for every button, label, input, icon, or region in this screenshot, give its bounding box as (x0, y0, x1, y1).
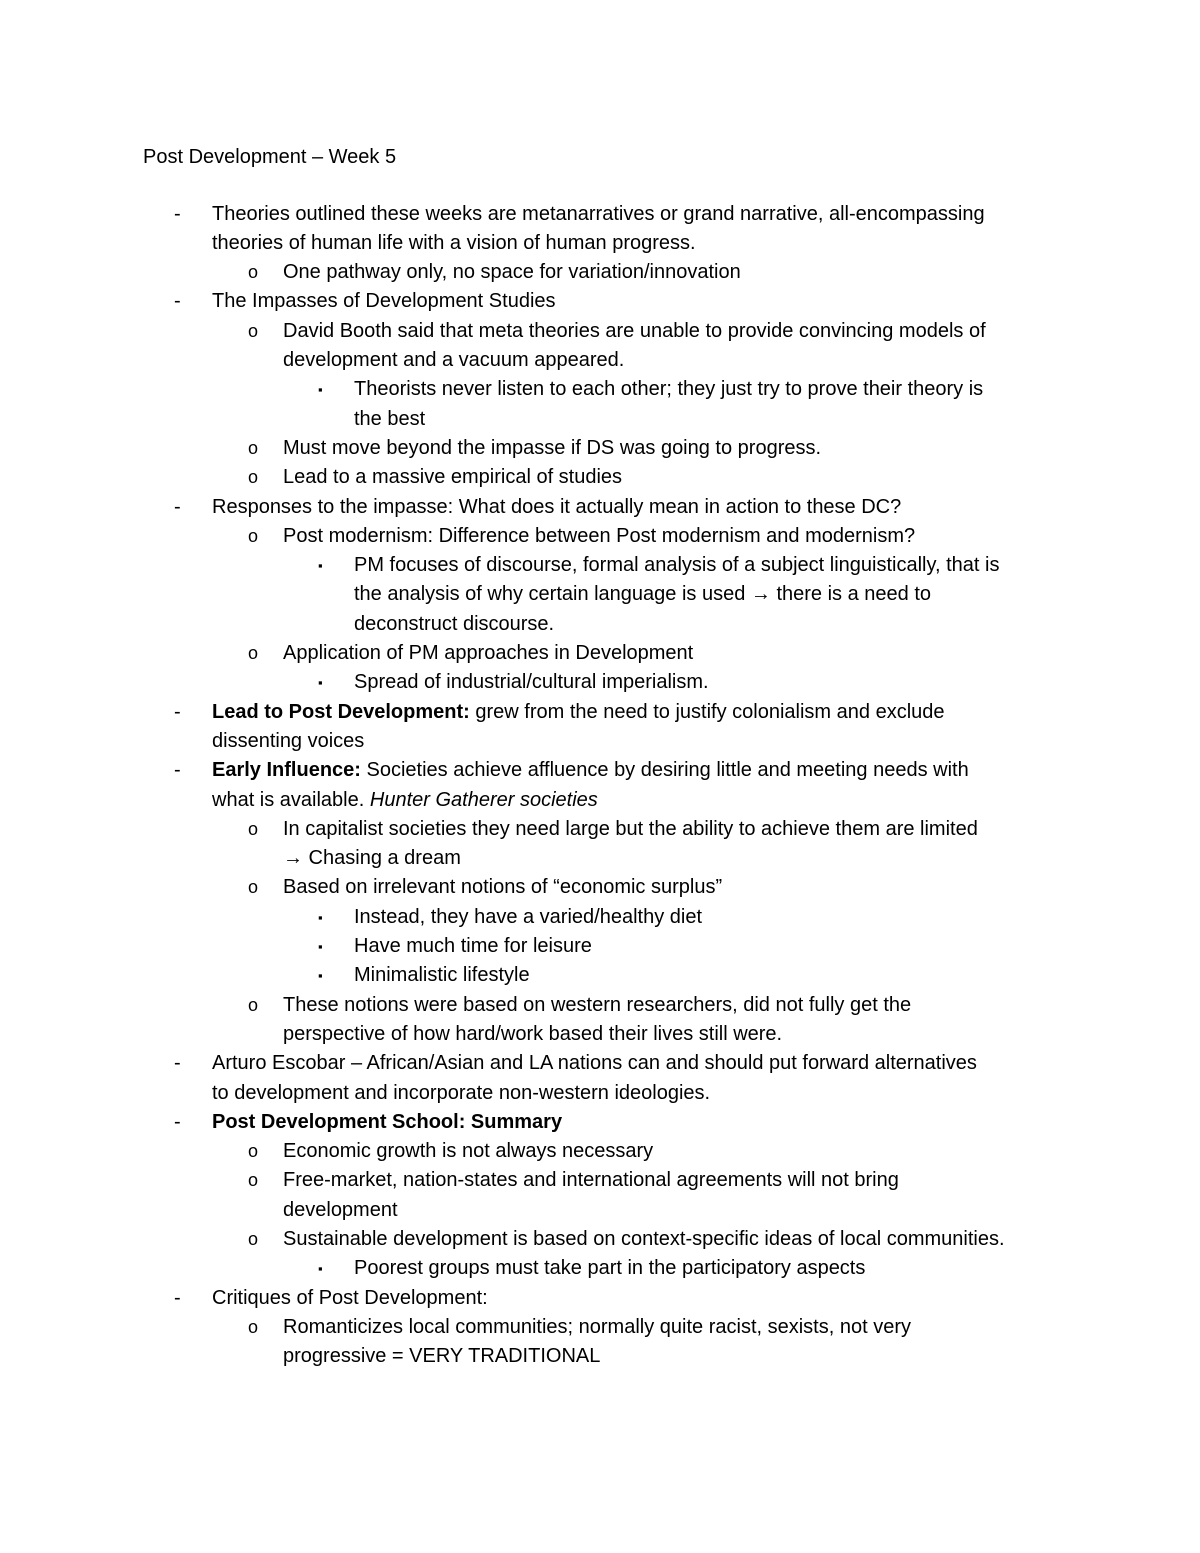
line-text (354, 610, 554, 639)
line-text (283, 258, 741, 287)
outline-line (0, 1196, 1200, 1225)
plain-text: Must move beyond the impasse if DS was going to progress. (283, 436, 822, 459)
bullet-marker: ▪ (318, 1261, 323, 1277)
bullet-marker: o (248, 1316, 259, 1337)
outline-line (0, 961, 1200, 990)
line-text (354, 551, 999, 580)
plain-text: what is available. (212, 788, 370, 811)
line-text (283, 815, 978, 844)
line-text (212, 756, 969, 785)
plain-text: to development and incorporate non-western ideologies. (212, 1081, 711, 1104)
line-text (283, 991, 911, 1020)
plain-text: Critiques of Post Development: (212, 1286, 488, 1309)
outline-line (0, 610, 1200, 639)
outline-list (0, 200, 1200, 1372)
plain-text: Arturo Escobar – African/Asian and LA nations can and should put forward alternatives (212, 1052, 977, 1075)
line-text (212, 1079, 710, 1108)
outline-line (0, 287, 1200, 316)
bullet-marker: o (248, 467, 259, 488)
bullet-marker: - (174, 1052, 181, 1075)
line-text (354, 932, 592, 961)
bullet-marker: o (248, 1141, 259, 1162)
plain-text: theories of human life with a vision of human progress. (212, 231, 696, 254)
outline-line (0, 639, 1200, 668)
bullet-marker: o (248, 877, 259, 898)
outline-line (0, 405, 1200, 434)
outline-line (0, 522, 1200, 551)
outline-line (0, 434, 1200, 463)
line-text (283, 317, 986, 346)
plain-text: Responses to the impasse: What does it actually mean in action to these DC? (212, 495, 902, 518)
bullet-marker: - (174, 759, 181, 782)
outline-line (0, 1020, 1200, 1049)
bullet-marker: ▪ (318, 939, 323, 955)
line-text (212, 786, 598, 815)
outline-line (0, 991, 1200, 1020)
plain-text: progressive = VERY TRADITIONAL (283, 1345, 601, 1368)
outline-line (0, 815, 1200, 844)
bullet-marker: ▪ (318, 675, 323, 691)
plain-text: perspective of how hard/work based their lives still were. (283, 1022, 783, 1045)
line-text (283, 463, 622, 492)
line-text (283, 1196, 398, 1225)
bold-lead-text: Early Influence: (212, 759, 361, 782)
line-text (354, 1254, 865, 1283)
line-text (354, 375, 983, 404)
outline-line (0, 1342, 1200, 1371)
outline-line (0, 200, 1200, 229)
plain-text: the analysis of why certain language is used → there is a need to (354, 583, 932, 606)
outline-line (0, 580, 1200, 609)
outline-line (0, 346, 1200, 375)
line-text (354, 668, 709, 697)
bullet-marker: - (174, 700, 181, 723)
outline-line (0, 903, 1200, 932)
outline-line (0, 1079, 1200, 1108)
outline-line (0, 1225, 1200, 1254)
line-text (283, 1342, 600, 1371)
plain-text: Spread of industrial/cultural imperialism. (354, 671, 709, 694)
line-text (283, 873, 722, 902)
plain-text: Lead to a massive empirical of studies (283, 466, 623, 489)
line-text (283, 639, 693, 668)
line-text (283, 1137, 653, 1166)
outline-line (0, 375, 1200, 404)
outline-line (0, 1137, 1200, 1166)
bullet-marker: ▪ (318, 909, 323, 925)
outline-line (0, 727, 1200, 756)
line-text (212, 493, 901, 522)
outline-line (0, 1166, 1200, 1195)
plain-text: PM focuses of discourse, formal analysis of a subject linguistically, that is (354, 554, 1000, 577)
line-text (283, 434, 821, 463)
line-text (212, 287, 556, 316)
plain-text: development (283, 1198, 398, 1221)
plain-text: Sustainable development is based on context-specific ideas of local communities. (283, 1227, 1005, 1250)
plain-text: Romanticizes local communities; normally quite racist, sexists, not very (283, 1315, 911, 1338)
plain-text: Poorest groups must take part in the participatory aspects (354, 1257, 866, 1280)
outline-line (0, 229, 1200, 258)
plain-text: Societies achieve affluence by desiring little and meeting needs with (360, 759, 969, 782)
outline-line (0, 317, 1200, 346)
plain-text: grew from the need to justify colonialism and exclude (469, 700, 945, 723)
bullet-marker: o (248, 437, 259, 458)
outline-line (0, 551, 1200, 580)
bullet-marker: o (248, 643, 259, 664)
bullet-marker: o (248, 320, 259, 341)
line-text (212, 200, 985, 229)
line-text (212, 1108, 562, 1137)
line-text (283, 844, 461, 873)
outline-line (0, 463, 1200, 492)
bullet-marker: o (248, 818, 259, 839)
bullet-marker: ▪ (318, 382, 323, 398)
italic-text: Hunter Gatherer societies (369, 788, 598, 811)
bullet-marker: o (248, 1170, 259, 1191)
line-text (283, 1020, 782, 1049)
line-text (354, 405, 425, 434)
bullet-marker: o (248, 994, 259, 1015)
outline-line (0, 1049, 1200, 1078)
bullet-marker: - (174, 202, 181, 225)
bullet-marker: o (248, 262, 259, 283)
line-text (283, 522, 915, 551)
plain-text: development and a vacuum appeared. (283, 349, 625, 372)
plain-text: Economic growth is not always necessary (283, 1140, 654, 1163)
bullet-marker: - (174, 1286, 181, 1309)
line-text (212, 1049, 977, 1078)
plain-text: Theories outlined these weeks are metanarratives or grand narrative, all-encompassing (212, 202, 985, 225)
outline-line (0, 1254, 1200, 1283)
line-text (212, 1284, 488, 1313)
outline-line (0, 844, 1200, 873)
line-text (283, 1225, 1005, 1254)
plain-text: In capitalist societies they need large but the ability to achieve them are limited (283, 817, 978, 840)
plain-text: dissenting voices (212, 729, 365, 752)
plain-text: Minimalistic lifestyle (354, 964, 530, 987)
bullet-marker: ▪ (318, 558, 323, 574)
plain-text: deconstruct discourse. (354, 612, 555, 635)
plain-text: Based on irrelevant notions of “economic surplus” (283, 876, 723, 899)
document-title: Post Development – Week 5 (143, 146, 397, 168)
plain-text: Post modernism: Difference between Post modernism and modernism? (283, 524, 916, 547)
line-text (283, 346, 624, 375)
outline-line (0, 258, 1200, 287)
line-text (283, 1166, 899, 1195)
bold-lead-text: Post Development School: Summary (212, 1110, 563, 1133)
line-text (212, 698, 945, 727)
outline-line (0, 493, 1200, 522)
plain-text: Theorists never listen to each other; they just try to prove their theory is (354, 378, 984, 401)
outline-line (0, 756, 1200, 785)
bullet-marker: ▪ (318, 968, 323, 984)
line-text (354, 903, 702, 932)
bullet-marker: - (174, 1110, 181, 1133)
plain-text: One pathway only, no space for variation/innovation (283, 261, 741, 284)
outline-line (0, 668, 1200, 697)
plain-text: the best (354, 407, 426, 430)
bullet-marker: - (174, 290, 181, 313)
outline-line (0, 1108, 1200, 1137)
plain-text: David Booth said that meta theories are unable to provide convincing models of (283, 319, 986, 342)
plain-text: → Chasing a dream (283, 847, 461, 870)
plain-text: Free-market, nation-states and international agreements will not bring (283, 1169, 899, 1192)
outline-line (0, 873, 1200, 902)
bullet-marker: o (248, 525, 259, 546)
line-text (212, 229, 696, 258)
outline-line (0, 786, 1200, 815)
outline-line (0, 932, 1200, 961)
line-text (354, 961, 530, 990)
plain-text: These notions were based on western researchers, did not fully get the (283, 993, 912, 1016)
bullet-marker: - (174, 495, 181, 518)
plain-text: Application of PM approaches in Development (283, 642, 694, 665)
plain-text: Have much time for leisure (354, 935, 592, 958)
line-text (283, 1313, 911, 1342)
plain-text: Instead, they have a varied/healthy diet (354, 905, 703, 928)
line-text (212, 727, 364, 756)
outline-line (0, 1313, 1200, 1342)
outline-line (0, 1284, 1200, 1313)
line-text (354, 580, 931, 609)
plain-text: The Impasses of Development Studies (212, 290, 556, 313)
bold-lead-text: Lead to Post Development: (212, 700, 470, 723)
outline-line (0, 698, 1200, 727)
bullet-marker: o (248, 1228, 259, 1249)
